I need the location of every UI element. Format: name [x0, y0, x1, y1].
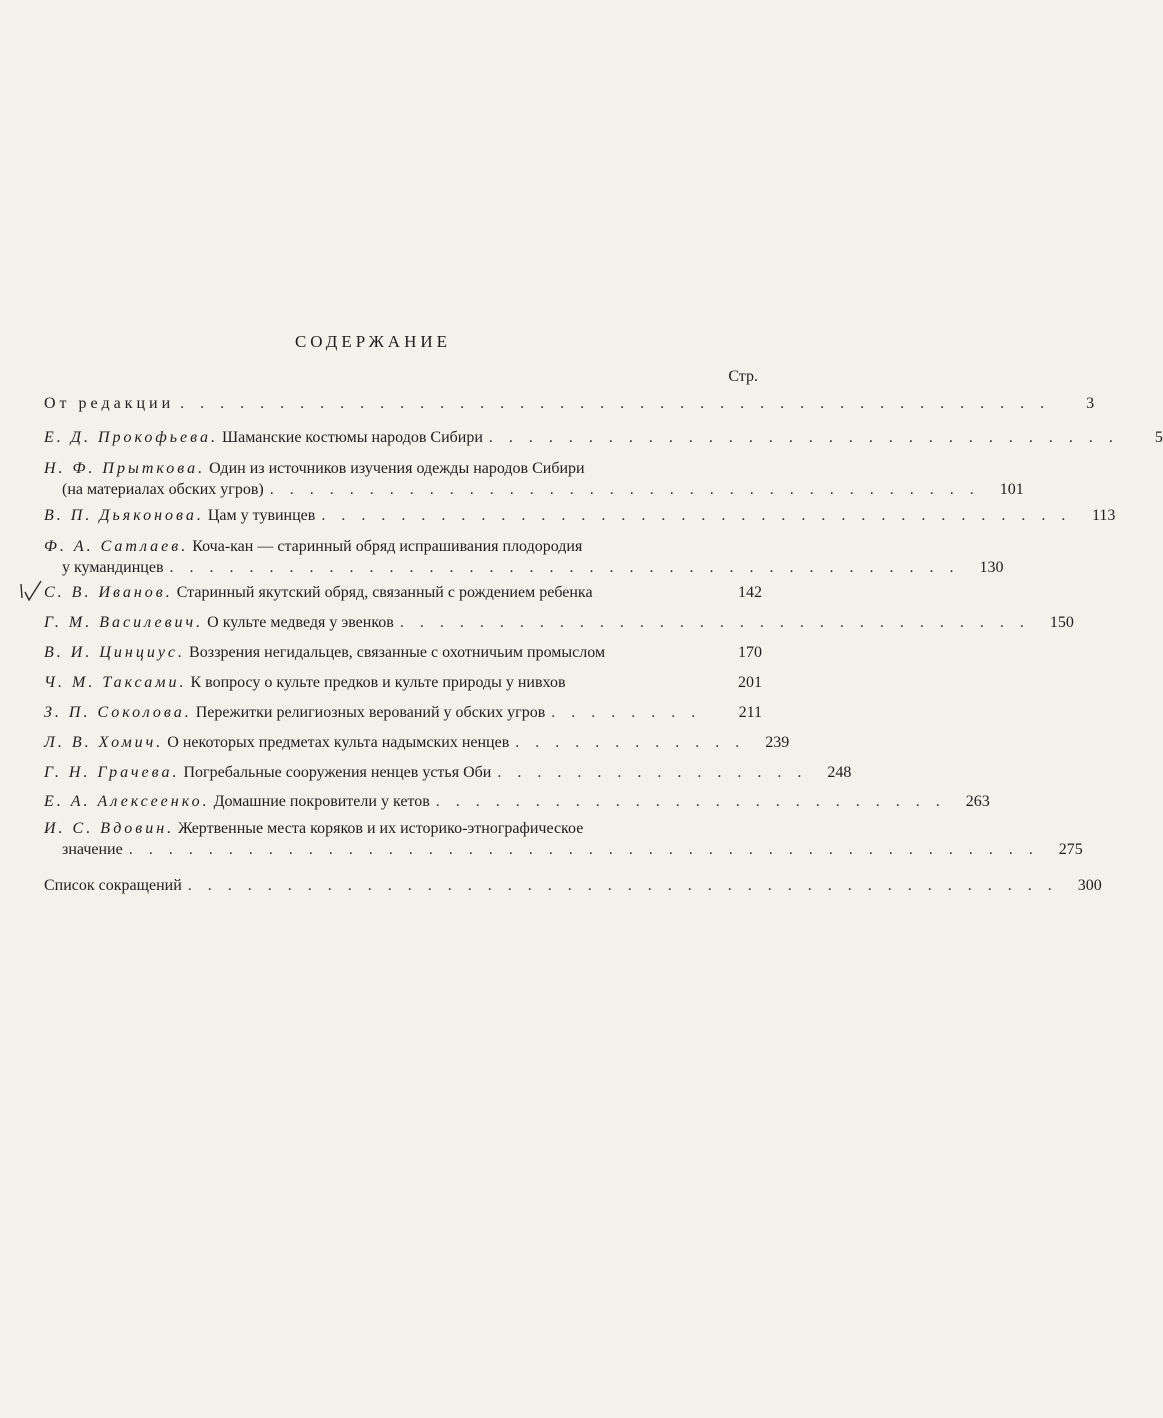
entry-author: В. И. Цинциус.	[44, 644, 186, 661]
page-column-label: Стр.	[728, 368, 758, 385]
page-number: 300	[1077, 877, 1102, 894]
leader-dots: . . . . . . . .	[551, 704, 702, 721]
leader-dots: . . . . . . . . . . . . . . . . . . . . . . . . . . . . . . . . . . . . . .	[321, 507, 1072, 524]
page-number: 170	[738, 644, 762, 661]
toc-entry	[44, 791, 990, 812]
toc-entry	[44, 672, 762, 693]
page-number: 239	[765, 734, 790, 751]
entry-title: От редакции	[44, 395, 175, 412]
toc-entry	[44, 458, 1024, 500]
entry-title: Шаманские костюмы народов Сибири	[221, 429, 483, 446]
page-number: 275	[1058, 841, 1083, 858]
page-number: 263	[965, 793, 990, 810]
entry-author: Ф. А. Сатлаев.	[44, 538, 189, 555]
page-number: 142	[738, 584, 762, 601]
entry-title: Цам у тувинцев	[207, 507, 316, 524]
entry-title-continued: (на материалах обских угров)	[62, 481, 264, 498]
leader-dots: . . . . . . . . . . . . . . . . . . . . . . . . . .	[435, 793, 946, 810]
entry-author: И. С. Вдовин.	[44, 820, 175, 837]
toc-entry	[44, 732, 790, 753]
toc-entry	[44, 393, 1095, 414]
toc-entry	[44, 642, 762, 663]
leader-dots: . . . . . . . . . . . . . . . . . . . . . . . . . . . . . . . . . . . . . . . . . . . .	[187, 877, 1058, 894]
handwritten-check-mark	[18, 578, 44, 604]
entry-author: Ч. М. Таксами.	[44, 674, 187, 691]
page-number: 150	[1049, 614, 1074, 631]
entry-author: З. П. Соколова.	[44, 704, 192, 721]
leader-dots: . . . . . . . . . . . . . . . . . . . . . . . . . . . . . . . . . . . .	[269, 481, 980, 498]
entry-title: Один из источников изучения одежды народов Сибири	[209, 460, 585, 477]
entry-title: Пережитки религиозных верований у обских угров	[195, 704, 546, 721]
leader-dots: . . . . . . . . . . . . . . . . . . . . . . . . . . . . . . . . . . . . . . . .	[169, 559, 960, 576]
page-number: 113	[1091, 507, 1116, 524]
leader-dots: . . . . . . . . . . . . . . . . . . . . . . . . . . . . . . . .	[399, 614, 1030, 631]
entry-title: Жертвенные места коряков и их историко-этнографическое	[178, 820, 584, 837]
entry-title-continued: у кумандинцев	[62, 559, 164, 576]
page-title: СОДЕРЖАНИЕ	[294, 332, 452, 351]
toc-entry	[44, 818, 1083, 860]
page-number: 3	[1086, 395, 1095, 412]
leader-dots: . . . . . . . . . . . . . . . . . . . . . . . . . . . . . . . . . . . . . . . . . . . .	[180, 395, 1051, 412]
entry-title: О культе медведя у эвенков	[207, 614, 394, 631]
entry-title: К вопросу о культе предков и культе природы у нивхов	[190, 674, 566, 691]
page-number: 130	[979, 559, 1004, 576]
entry-title: Воззрения негидальцев, связанные с охотничьим промыслом	[189, 644, 606, 661]
toc-entry	[44, 702, 762, 723]
entry-author: Е. Д. Прокофьева.	[44, 429, 218, 446]
toc-entry	[44, 505, 1116, 526]
toc-entry	[44, 582, 762, 603]
entry-author: Г. Н. Грачева.	[44, 764, 180, 781]
leader-dots: . . . . . . . . . . . . . . . . . . . . . . . . . . . . . . . . . . . . . . . . . . . . . .	[128, 841, 1039, 858]
entry-author: В. П. Дьяконова.	[44, 507, 204, 524]
entry-title: Погребальные сооружения ненцев устья Оби	[183, 764, 492, 781]
leader-dots: . . . . . . . . . . . .	[515, 734, 746, 751]
page-number: 248	[827, 764, 852, 781]
page-number: 101	[999, 481, 1024, 498]
entry-author: Н. Ф. Прыткова.	[44, 460, 206, 477]
entry-title: О некоторых предметах культа надымских ненцев	[167, 734, 510, 751]
page-number: 5	[1154, 429, 1163, 446]
entry-title: Коча-кан — старинный обряд испрашивания плодородия	[192, 538, 583, 555]
toc-entry	[44, 875, 1102, 896]
page-number: 211	[738, 704, 762, 721]
leader-dots: . . . . . . . . . . . . . . . .	[497, 764, 808, 781]
entry-author: Л. В. Хомич.	[44, 734, 164, 751]
leader-dots: . . . . . . . . . . . . . . . . . . . . . . . . . . . . . . . .	[488, 429, 1119, 446]
entry-author: Е. А. Алексеенко.	[44, 793, 210, 810]
toc-entry	[44, 762, 852, 783]
entry-title-continued: значение	[62, 841, 123, 858]
page-number: 201	[738, 674, 762, 691]
entry-title: Старинный якутский обряд, связанный с рождением ребенка	[176, 584, 593, 601]
entry-author: Г. М. Василевич.	[44, 614, 204, 631]
entry-title: Домашние покровители у кетов	[213, 793, 430, 810]
toc-entry	[44, 612, 1074, 633]
entry-title: Список сокращений	[44, 877, 182, 894]
entry-author: С. В. Иванов.	[44, 584, 173, 601]
toc-entry	[44, 536, 1004, 578]
toc-entry	[44, 427, 1163, 448]
